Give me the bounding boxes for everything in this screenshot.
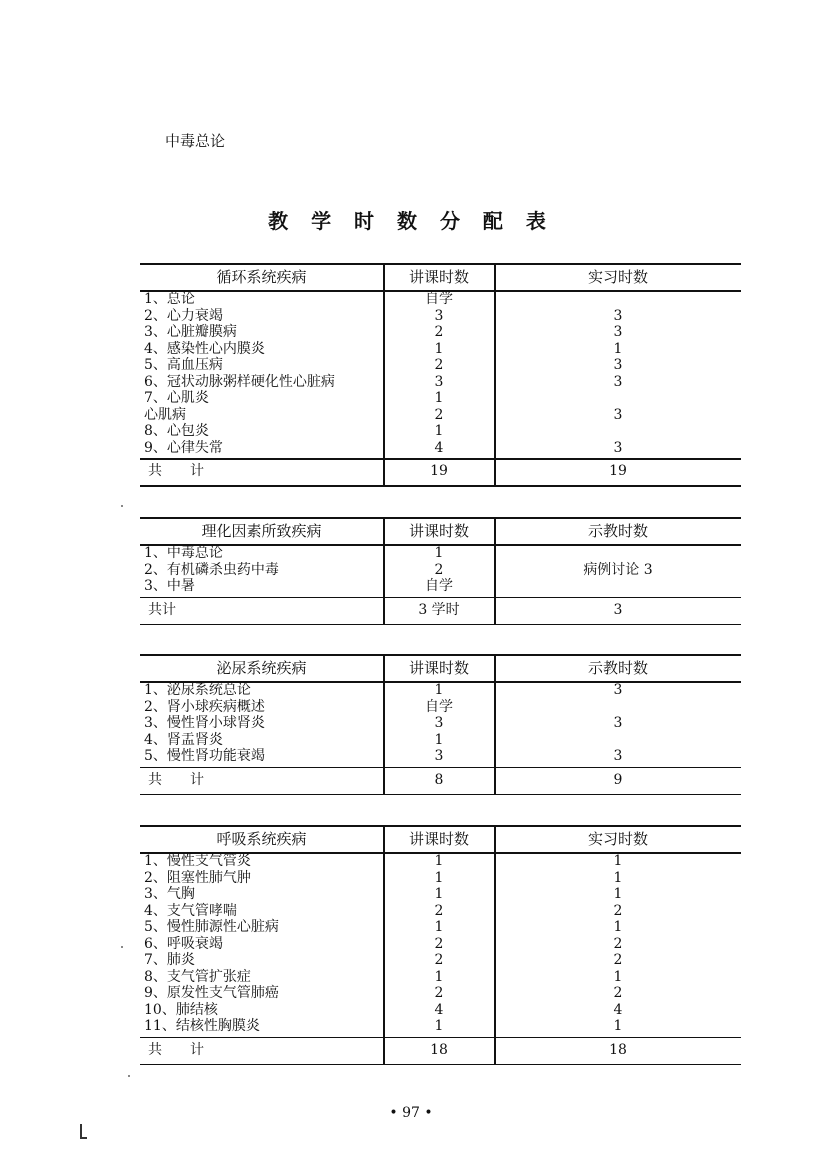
- total-cell: 共计: [148, 601, 176, 618]
- table-cell: 心肌病: [144, 406, 186, 423]
- table-cell: 1: [613, 886, 623, 902]
- column-header: 示教时数: [587, 522, 648, 540]
- table-cell: 5、高血压病: [144, 357, 223, 373]
- table-cell: 2、肾小球疾病概述: [144, 698, 265, 715]
- column-header: 讲课时数: [408, 522, 469, 540]
- total-cell: 8: [434, 771, 444, 788]
- column-header: 循环系统疾病: [216, 268, 307, 286]
- table-cell: 5、慢性肺源性心脏病: [144, 919, 279, 935]
- table-cell: 3: [434, 373, 444, 390]
- table-cell: 3: [613, 307, 623, 324]
- table-cell: 3、气胸: [144, 886, 195, 902]
- table-cell: 3: [613, 439, 623, 456]
- table-cell: 3: [613, 357, 623, 373]
- table-cell: 9、心律失常: [144, 439, 223, 456]
- table-cell: 1: [613, 968, 623, 985]
- total-cell: 共 计: [148, 463, 204, 479]
- table-cell: 1: [434, 423, 444, 439]
- total-cell: 18: [430, 1041, 448, 1058]
- table-cell: 2: [613, 985, 623, 1001]
- table-cell: 3: [613, 715, 623, 731]
- hours-table: [140, 825, 741, 1064]
- section-heading: 中毒总论: [165, 132, 226, 150]
- table-cell: 3: [613, 682, 623, 698]
- total-cell: 3 学时: [418, 601, 460, 618]
- table-cell: 2: [434, 952, 444, 968]
- table-cell: 2、心力衰竭: [144, 307, 223, 324]
- scan-speck: [121, 946, 123, 948]
- table-cell: 7、肺炎: [144, 952, 195, 968]
- table-cell: 3: [613, 324, 623, 340]
- total-cell: 共 计: [148, 1041, 204, 1058]
- column-header: 理化因素所致疾病: [201, 522, 322, 540]
- table-cell: 1: [613, 853, 623, 869]
- table-rule-bottom: [140, 485, 741, 487]
- total-cell: 19: [609, 463, 627, 479]
- table-cell: 8、心包炎: [144, 423, 209, 439]
- table-cell: 2: [613, 952, 623, 968]
- total-cell: 共 计: [148, 771, 204, 788]
- total-cell: 9: [613, 771, 623, 788]
- column-header: 讲课时数: [408, 268, 469, 286]
- table-cell: 1: [613, 340, 623, 357]
- table-cell: 3: [434, 748, 444, 764]
- table-rule-total: [140, 767, 741, 769]
- table-cell: 自学: [425, 291, 453, 307]
- table-rule-bottom: [140, 624, 741, 626]
- page-number: • 97 •: [389, 1105, 433, 1121]
- table-cell: 9、原发性支气管肺癌: [144, 985, 279, 1001]
- table-cell: 2: [434, 985, 444, 1001]
- table-cell: 2: [434, 935, 444, 952]
- table-rule-bottom: [140, 1064, 741, 1066]
- table-cell: 2: [434, 406, 444, 423]
- scan-mark: [80, 1124, 87, 1139]
- total-cell: 18: [609, 1041, 627, 1058]
- table-cell: 2、有机磷杀虫药中毒: [144, 561, 279, 578]
- table-cell: 1: [434, 340, 444, 357]
- hours-table: [140, 654, 741, 794]
- table-cell: 5、慢性肾功能衰竭: [144, 748, 265, 764]
- table-rule-total: [140, 458, 741, 460]
- column-header: 实习时数: [587, 268, 648, 286]
- table-cell: 3: [613, 406, 623, 423]
- table-cell: 3: [434, 307, 444, 324]
- table-cell: 1: [434, 390, 444, 406]
- table-cell: 1: [613, 869, 623, 886]
- table-cell: 2: [613, 935, 623, 952]
- table-rule-total: [140, 597, 741, 599]
- column-header: 呼吸系统疾病: [216, 830, 307, 848]
- table-cell: 2: [434, 357, 444, 373]
- column-header: 泌尿系统疾病: [216, 659, 307, 677]
- table-cell: 4: [613, 1001, 623, 1018]
- table-cell: 3: [434, 715, 444, 731]
- table-cell: 1: [434, 545, 444, 561]
- table-cell: 3: [613, 748, 623, 764]
- column-header: 讲课时数: [408, 659, 469, 677]
- table-rule-total: [140, 1037, 741, 1039]
- table-cell: 2、阻塞性肺气肿: [144, 869, 251, 886]
- table-cell: 4、感染性心内膜炎: [144, 340, 265, 357]
- table-cell: 2: [613, 902, 623, 919]
- table-cell: 1: [434, 886, 444, 902]
- table-cell: 3、中暑: [144, 578, 195, 594]
- table-cell: 1、泌尿系统总论: [144, 682, 251, 698]
- table-cell: 自学: [425, 698, 453, 715]
- table-cell: 1: [434, 731, 444, 748]
- table-cell: 10、肺结核: [144, 1001, 218, 1018]
- table-cell: 3、心脏瓣膜病: [144, 324, 237, 340]
- hours-table: [140, 263, 741, 485]
- table-cell: 2: [434, 324, 444, 340]
- table-cell: 4: [434, 439, 444, 456]
- table-cell: 1: [434, 853, 444, 869]
- table-cell: 1: [434, 1018, 444, 1034]
- hours-table: [140, 517, 741, 624]
- table-cell: 1: [434, 968, 444, 985]
- table-cell: 1: [434, 919, 444, 935]
- table-cell: 7、心肌炎: [144, 390, 209, 406]
- table-cell: 6、冠状动脉粥样硬化性心脏病: [144, 373, 335, 390]
- scan-speck: [121, 505, 123, 507]
- total-cell: 3: [613, 601, 623, 618]
- table-cell: 2: [434, 561, 444, 578]
- table-cell: 1: [434, 682, 444, 698]
- table-cell: 6、呼吸衰竭: [144, 935, 223, 952]
- table-cell: 1: [613, 1018, 623, 1034]
- table-cell: 4: [434, 1001, 444, 1018]
- table-cell: 11、结核性胸膜炎: [144, 1018, 260, 1034]
- table-cell: 4、支气管哮喘: [144, 902, 237, 919]
- column-header: 讲课时数: [408, 830, 469, 848]
- table-cell: 1: [434, 869, 444, 886]
- table-cell: 自学: [425, 578, 453, 594]
- table-cell: 3、慢性肾小球肾炎: [144, 715, 265, 731]
- table-cell: 3: [613, 373, 623, 390]
- scan-speck: [128, 1075, 130, 1077]
- table-rule-bottom: [140, 794, 741, 796]
- total-cell: 19: [430, 463, 448, 479]
- table-cell: 1、中毒总论: [144, 545, 223, 561]
- table-cell: 1: [613, 919, 623, 935]
- table-cell: 8、支气管扩张症: [144, 968, 251, 985]
- table-cell: 2: [434, 902, 444, 919]
- table-cell: 1、慢性支气管炎: [144, 853, 251, 869]
- table-cell: 1、总论: [144, 291, 195, 307]
- column-header: 示教时数: [587, 659, 648, 677]
- column-header: 实习时数: [587, 830, 648, 848]
- table-cell: 4、肾盂肾炎: [144, 731, 223, 748]
- page-title: 教 学 时 数 分 配 表: [268, 209, 554, 233]
- table-cell: 病例讨论 3: [583, 561, 653, 578]
